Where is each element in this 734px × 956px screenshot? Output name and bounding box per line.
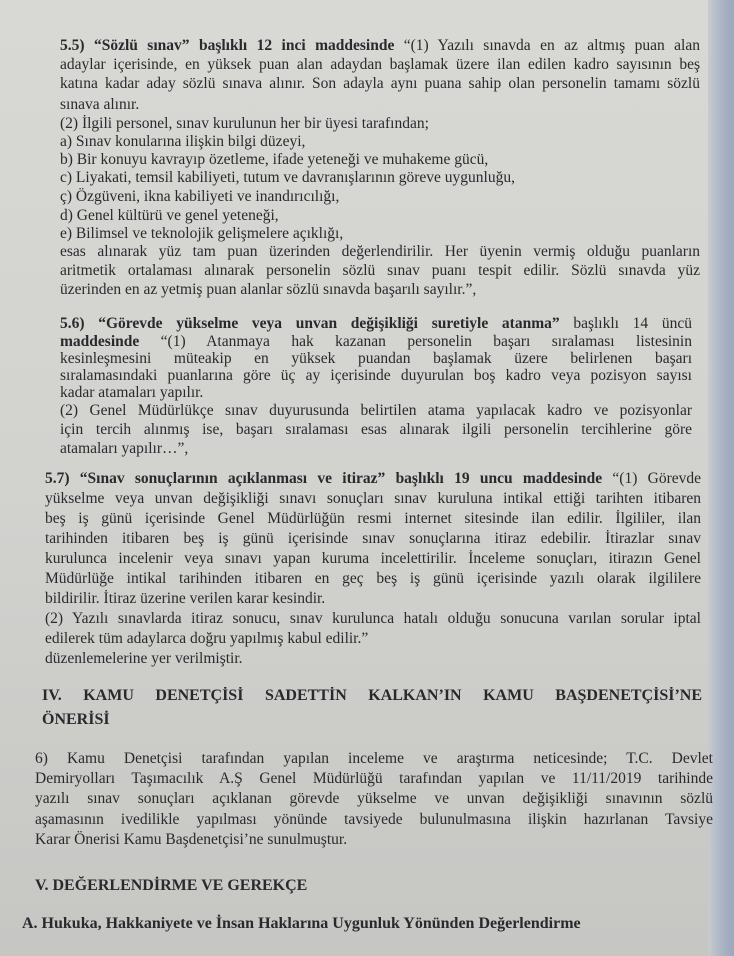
text-line [60,96,139,114]
line-text: kurulunca incelenir veya sınavı yapan kuruma incelettirilir. İnceleme sonuçları, itirazın Genel [45,550,701,567]
text-line [45,570,701,589]
line-text: d) Genel kültürü ve genel yeteneği, [60,207,279,224]
text-line [45,510,701,529]
text-line [60,133,305,151]
bold-text: 5.5) “Sözlü sınav” başlıklı 12 inci maddesinde [60,37,404,54]
line-text: yükselme veya unvan değişikliği sınavı sonuçları sınav kuruluna intikal ettiği tarihten itibaren [45,490,701,507]
text-line [60,421,692,440]
text-line [45,630,368,648]
text-line [35,750,713,769]
line-text: düzenlemelerine yer verilmiştir. [45,650,243,667]
text-line [60,188,339,206]
text-line [60,115,429,133]
text-line [60,243,700,262]
text-line [60,151,488,169]
line-text: “(1) Yazılı sınavda en az altmış puan alan [403,37,700,54]
bold-text: 5.7) “Sınav sonuçlarının açıklanması ve itiraz” başlıklı 19 uncu maddesinde [45,470,613,487]
line-text: sıralamasındaki puanlarına göre üç ay içerisinde duyurulan boş kadro veya pozisyon sayısı [60,367,692,384]
text-line [45,550,701,569]
text-line [60,169,515,187]
section-heading [35,877,307,895]
bold-text: V. DEĞERLENDİRME VE GEREKÇE [35,877,308,894]
text-line [60,402,692,421]
line-text: esas alınarak yüz tam puan üzerinden değerlendirilir. Her üyenin vermiş olduğu puanların [60,243,700,260]
bold-text: ÖNERİSİ [42,711,110,728]
line-text: ç) Özgüveni, ikna kabiliyeti ve inandırıcılığı, [60,188,340,205]
line-text: katına kadar aday sözlü sınava alınır. Son adayla aynı puana sahip olan personelin tamamı sözlü [60,75,700,92]
line-text: Demiryolları Taşımacılık A.Ş Genel Müdürlüğü tarafından yapılan ve 11/11/2019 tarihinde [35,770,713,787]
line-text: a) Sınav konularına ilişkin bilgi düzeyi, [60,133,306,150]
line-text: c) Liyakati, temsil kabiliyeti, tutum ve davranışlarının göreve uygunluğu, [60,169,515,186]
line-text: “(1) Görevde [612,470,701,487]
text-line [35,831,347,849]
line-text: (2) Yazılı sınavlarda itiraz sonucu, sınav kurulunca hatalı olduğu sonucuna varılan sorular iptal [45,610,701,627]
text-line [60,440,188,458]
text-line [35,790,713,809]
text-line [60,384,203,402]
line-text: bildirilir. İtiraz üzerine verilen karar kesindir. [45,590,326,607]
line-text: sınava alınır. [60,96,140,113]
bold-text: IV. KAMU DENETÇİSİ SADETTİN KALKAN’IN KAMU BAŞDENETÇİSİ’NE [42,687,702,704]
text-line [45,590,325,608]
text-line [60,262,700,281]
line-text: e) Bilimsel ve teknolojik gelişmelere açıklığı, [60,225,344,242]
bold-text: A. Hukuka, Hakkaniyete ve İnsan Haklarına Uygunluk Yönünden Değerlendirme [22,915,581,932]
text-line [45,490,701,509]
text-line [60,37,700,56]
text-line [45,650,243,668]
text-line [35,811,713,830]
line-text: aritmetik ortalaması alınarak personelin sözlü sınav puanı tespit edilir. Sözlü sınavda yüz [60,262,700,279]
line-text: Müdürlüğe intikal tarihinden itibaren en geç beş iş günü içerisinde yazılı olarak ilgililere [45,570,701,587]
bold-text: 5.6) “Görevde yükselme veya unvan değişikliği suretiyle atanma” [60,315,560,332]
line-text: için tercih alınmış ise, başarı sıralaması esas alınarak ilgili personelin tercihlerine göre [60,421,692,438]
text-line [60,75,700,94]
text-line [60,207,279,225]
line-text: tarihinden itibaren beş iş günü içerisinde sınav sonuçlarına itiraz edebilir. İtirazlar sınav [45,530,701,547]
line-text: üzerinden en az yetmiş puan alanlar sözlü sınavda başarılı sayılır.”, [60,281,477,298]
line-text: beş iş günü içerisinde Genel Müdürlüğün resmi internet sitesinde ilan edilir. İlgililer, ilan [45,510,701,527]
line-text: (2) İlgili personel, sınav kurulunun her bir üyesi tarafından; [60,115,429,132]
line-text: atamaları yapılır…”, [60,440,189,457]
line-text: b) Bir konuyu kavrayıp özetleme, ifade yeteneği ve muhakeme gücü, [60,151,489,168]
line-text: 6) Kamu Denetçisi tarafından yapılan inceleme ve araştırma neticesinde; T.C. Devlet [35,750,713,767]
line-text: yazılı sınav sonuçları açıklanan görevde yükselme ve unvan değişikliği sınavının sözlü [35,790,713,807]
line-text: Karar Önerisi Kamu Başdenetçisi’ne sunulmuştur. [35,831,348,848]
section-heading [42,711,110,729]
bold-text: maddesinde [60,333,161,350]
line-text: (2) Genel Müdürlükçe sınav duyurusunda belirtilen atama yapılacak kadro ve pozisyonlar [60,402,692,419]
line-text: kesinleşmesini müteakip en yüksek puandan başlamak üzere belirlenen başarı [60,350,692,367]
text-line [45,610,701,629]
line-text: aşamasının ivedilikle yapılması yönünde tavsiyede bulunulmasına ilişkin hazırlanan Tavsiye [35,811,713,828]
line-text: “(1) Atanmaya hak kazanan personelin başarı sıralaması listesinin [160,333,692,350]
text-line [60,281,476,299]
text-line [45,470,701,489]
line-text: kadar atamaları yapılır. [60,384,204,401]
text-line [45,530,701,549]
text-line [60,225,343,243]
text-line [60,315,692,334]
line-text: başlıklı 14 üncü [559,315,692,332]
text-line [35,770,713,789]
section-heading [22,915,581,933]
line-text: adaylar içerisinde, en yüksek puan alan adaydan başlamak üzere ilan edilen kadro sayısının beş [60,56,700,73]
line-text: edilerek tüm adaylarca doğru yapılmış kabul edilir.” [45,630,369,647]
text-line [60,56,700,75]
section-heading [42,687,702,706]
